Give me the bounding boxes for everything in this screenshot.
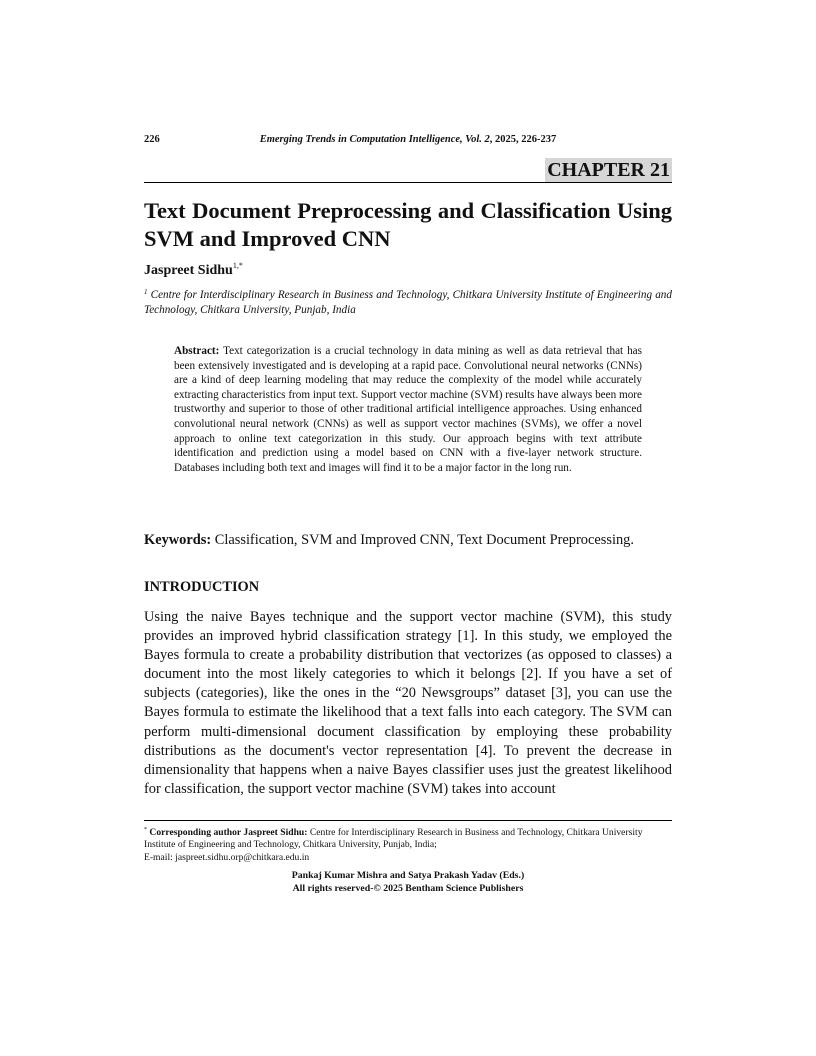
chapter-divider [144,182,672,183]
page-number: 226 [144,134,160,145]
abstract-label: Abstract: [174,345,220,357]
footnote-label: Corresponding author Jaspreet Sidhu: [147,827,308,838]
affiliation [144,285,672,318]
author-marks: 1,* [232,261,243,270]
keywords-text: Classification, SVM and Improved CNN, Text Document Preprocessing. [211,532,634,548]
section-heading-introduction: INTRODUCTION [144,579,260,595]
corresponding-author-footnote [144,824,672,864]
chapter-banner [144,158,672,184]
affiliation-text: Centre for Interdisciplinary Research in Business and Technology, Chitkara University Institute of Engineering and Technology, Chitkara University, Punjab, India [144,289,672,316]
author-line [144,261,243,279]
editors-line: Pankaj Kumar Mishra and Satya Prakash Yadav (Eds.) [291,870,525,881]
footnote-text: Centre for Interdisciplinary Research in Business and Technology, Chitkara University Institute of Engineering and Technology, Chitkara University, Punjab, India; [144,827,643,851]
abstract-text: Text categorization is a crucial technology in data mining as well as data retrieval that has been extensively investigated and is developing at a rapid pace. Convolutional neural networks (CNNs) are a kind of deep learning modeling that may reduce the complexity of the model while accurately extracting characteristics from input text. Support vector machine (SVM) results have always been more trustworthy and superior to those of other traditional artificial intelligence approaches. Using enhanced convolutional neural network (CNNs) as well as support vector machines (SVMs), we offer a novel approach to online text categorization in this study. Our approach begins with text attribute identification and prediction using a model based on CNN with a five-layer network structure. Databases including both text and images will find it to be a major factor in the long run. [174,345,642,474]
journal-title: Emerging Trends in Computation Intelligence, Vol. 2 [259,134,490,145]
affiliation-mark: 1 [144,288,148,296]
footnote-mark: * [144,827,147,833]
abstract [174,344,642,475]
introduction-paragraph: Using the naive Bayes technique and the support vector machine (SVM), this study provides an improved hybrid classification strategy [1]. In this study, we employed the Bayes formula to create a probability distribution that vectorizes (as opposed to classes) a document into the most likely categories to which it belongs [2]. If you have a set of subjects (categories), like the ones in the “20 Newsgroups” dataset [3], you can use the Bayes formula to estimate the likelihood that a text falls into each category. The SVM can perform multi-dimensional document classification by employing these probability distributions as the document's vector representation [4]. To prevent the decrease in dimensionality that happens when a naive Bayes classifier uses just the greatest likelihood for classification, the support vector machine (SVM) takes into account [144,609,672,797]
running-header [144,134,672,150]
footnote-email: E-mail: jaspreet.sidhu.orp@chitkara.edu.in [144,851,310,863]
journal-citation [144,134,672,145]
copyright-line: All rights reserved-© 2025 Bentham Science Publishers [292,882,524,894]
chapter-label: CHAPTER 21 [547,159,670,181]
keywords [144,531,672,550]
author-name: Jaspreet Sidhu [144,263,233,278]
journal-volume-pages: , 2025, 226-237 [489,134,557,145]
keywords-label: Keywords: [144,532,212,548]
paper-title: Text Document Preprocessing and Classification Using SVM and Improved CNN [144,198,672,251]
editors-notice [144,870,672,895]
footnote-divider [144,820,672,821]
